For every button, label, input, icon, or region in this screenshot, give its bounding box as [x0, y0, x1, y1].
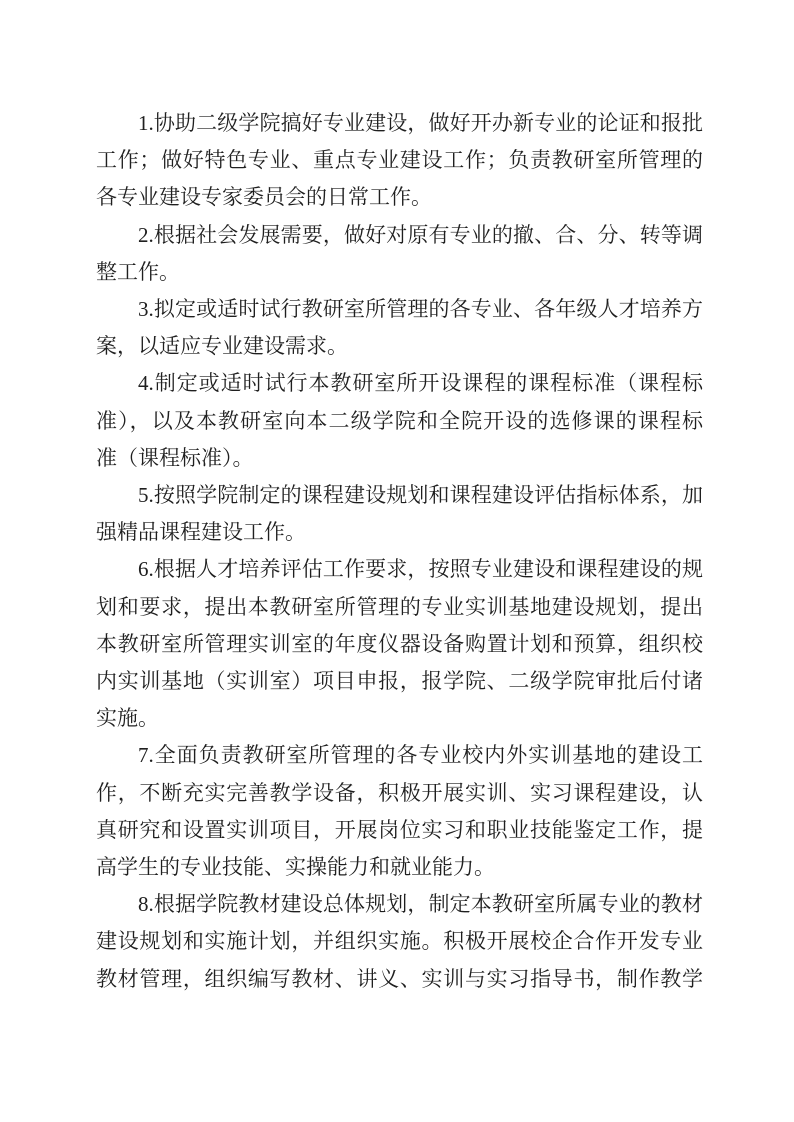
text-line: 作，不断充实完善教学设备，积极开展实训、实习课程建设，认 [96, 780, 703, 805]
text-line: 8.根据学院教材建设总体规划，制定本教研室所属专业的教材 [138, 892, 703, 917]
text-line: 准（课程标准）。 [96, 445, 254, 470]
paragraph-1 [96, 105, 703, 217]
paragraph-5 [96, 477, 703, 551]
text-line: 强精品课程建设工作。 [96, 520, 306, 545]
text-line: 准），以及本教研室向本二级学院和全院开设的选修课的课程标 [96, 408, 703, 433]
paragraph-2 [96, 217, 703, 291]
paragraph-7 [96, 737, 703, 886]
text-line: 教材管理，组织编写教材、讲义、实训与实习指导书，制作教学 [96, 966, 703, 991]
text-line: 本教研室所管理实训室的年度仪器设备购置计划和预算，组织校 [96, 631, 703, 656]
paragraph-8 [96, 886, 703, 998]
paragraph-3 [96, 291, 703, 365]
text-line: 高学生的专业技能、实操能力和就业能力。 [96, 855, 495, 880]
text-line: 案，以适应专业建设需求。 [96, 334, 348, 359]
paragraph-4 [96, 365, 703, 477]
text-line: 实施。 [96, 706, 159, 731]
text-line: 各专业建设专家委员会的日常工作。 [96, 185, 432, 210]
text-line: 1.协助二级学院搞好专业建设，做好开办新专业的论证和报批 [138, 111, 703, 135]
text-line: 7.全面负责教研室所管理的各专业校内外实训基地的建设工 [138, 743, 703, 768]
text-line: 6.根据人才培养评估工作要求，按照专业建设和课程建设的规 [138, 557, 703, 582]
text-line: 工作；做好特色专业、重点专业建设工作；负责教研室所管理的 [96, 148, 703, 173]
document-body [96, 105, 703, 998]
text-line: 建设规划和实施计划，并组织实施。积极开展校企合作开发专业 [96, 929, 703, 954]
paragraph-6 [96, 551, 703, 737]
text-line: 内实训基地（实训室）项目申报，报学院、二级学院审批后付诸 [96, 669, 703, 694]
text-line: 划和要求，提出本教研室所管理的专业实训基地建设规划，提出 [96, 594, 703, 619]
text-line: 整工作。 [96, 259, 180, 284]
text-line: 3.拟定或适时试行教研室所管理的各专业、各年级人才培养方 [138, 297, 703, 322]
text-line: 真研究和设置实训项目，开展岗位实习和职业技能鉴定工作，提 [96, 817, 703, 842]
text-line: 2.根据社会发展需要，做好对原有专业的撤、合、分、转等调 [138, 222, 703, 247]
text-line: 5.按照学院制定的课程建设规划和课程建设评估指标体系，加 [138, 483, 703, 508]
text-line: 4.制定或适时试行本教研室所开设课程的课程标准（课程标 [138, 371, 703, 396]
